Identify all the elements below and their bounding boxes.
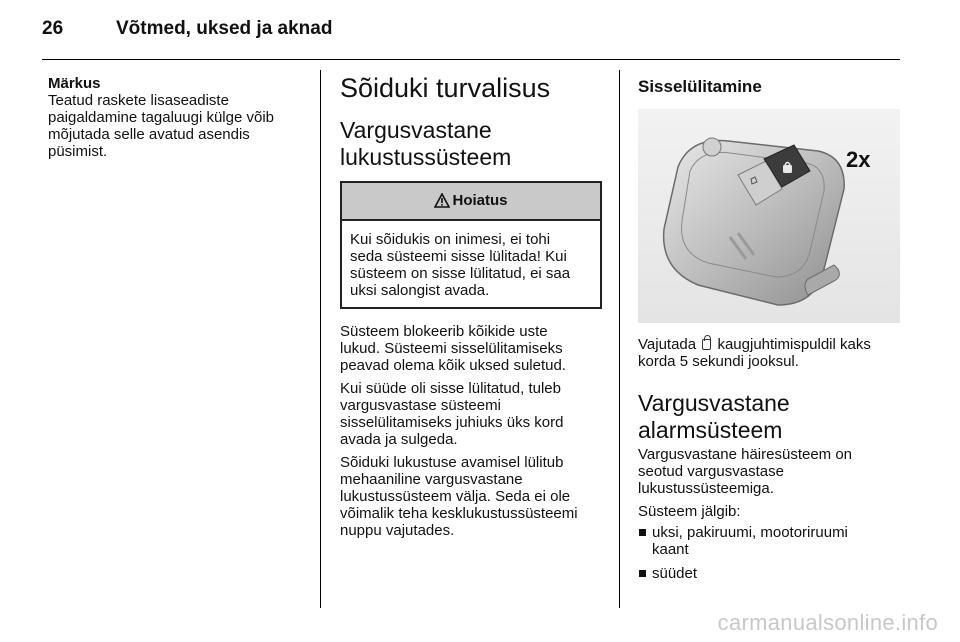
warning-line: uksi salongist avada. [350,282,490,299]
paragraph-line: lukud. Süsteemi sisselülitamiseks [340,340,563,357]
lock-icon [702,339,711,350]
monitored-list [638,524,900,582]
page-number: 26 [42,18,64,39]
paragraph-line: mehaaniline vargusvastane [340,471,523,488]
paragraph-line: nuppu vajutades. [340,522,455,539]
column-left [48,75,310,160]
header-rule [42,59,900,60]
paragraph-line: lukustussüsteemiga. [638,480,774,497]
instruction-text: kaugjuhtimispuldil kaks [717,336,871,353]
key-fob-illustration [638,109,900,323]
warning-line: Kui sõidukis on inimesi, ei tohi [350,231,551,248]
paragraph-line: Süsteem blokeerib kõikide uste [340,323,548,340]
warning-header [342,183,600,221]
paragraph-2 [340,380,602,448]
key-release-button [703,138,721,156]
paragraph-line: Kui süüde oli sisse lülitatud, tuleb [340,380,561,397]
note-line: Teatud raskete lisaseadiste [48,92,229,109]
alarm-title-line1: Vargusvastane [638,390,790,416]
paragraph-line: vargusvastase süsteemi [340,397,501,414]
instruction-text: Vajutada [638,336,697,353]
paragraph-line: seotud vargusvastase [638,463,784,480]
subsection-title-line1: Vargusvastane [340,117,492,143]
paragraph-line: Vargusvastane häiresüsteem on [638,446,853,463]
section-title: Sõiduki turvalisus [340,73,551,103]
monitors-label: Süsteem jälgib: [638,503,741,520]
paragraph-line: sisselülitamiseks juhiuks üks kord [340,414,564,431]
warning-line: süsteem on sisse lülitatud, ei saa [350,265,571,282]
note-line: paigaldamine tagaluugi külge võib [48,109,274,126]
note-body [48,92,310,160]
paragraph-1 [340,323,602,374]
column-middle [340,73,602,545]
paragraph-line: peavad olema kõik uksed suletud. [340,357,566,374]
page-header [42,18,332,46]
instruction-line-1 [638,336,900,353]
paragraph-line: võimalik teha kesklukustussüsteemi [340,505,578,522]
instruction-line-2: korda 5 sekundi jooksul. [638,353,799,370]
activation-heading: Sisselülitamine [638,77,762,96]
note-line: püsimist. [48,143,108,160]
paragraph-3 [340,454,602,539]
press-twice-label: 2x [846,147,871,172]
paragraph-line: lukustussüsteem välja. Seda ei ole [340,488,571,505]
list-item: uksi, pakiruumi, mootoriruumi kaant [638,524,900,558]
column-divider-2 [619,70,620,608]
warning-triangle-icon [434,193,450,208]
column-divider-1 [320,70,321,608]
alarm-paragraph [638,446,900,497]
warning-line: seda süsteemi sisse lülitada! Kui [350,248,567,265]
subsection-title-line2: lukustussüsteem [340,144,512,170]
warning-box [340,181,602,309]
paragraph-line: avada ja sulgeda. [340,431,458,448]
lock-icon [783,165,792,173]
warning-title: Hoiatus [452,192,508,209]
watermark: carmanualsonline.info [717,610,938,635]
warning-body [342,221,600,307]
activation-instruction [638,336,900,370]
alarm-title-line2: alarmsüsteem [638,417,783,443]
paragraph-line: Sõiduki lukustuse avamisel lülitub [340,454,564,471]
note-line: mõjutada selle avatud asendis [48,126,250,143]
note-title: Märkus [48,75,101,92]
chapter-title: Võtmed, uksed ja aknad [116,18,333,39]
list-item: süüdet [638,565,900,582]
column-right [638,75,900,589]
